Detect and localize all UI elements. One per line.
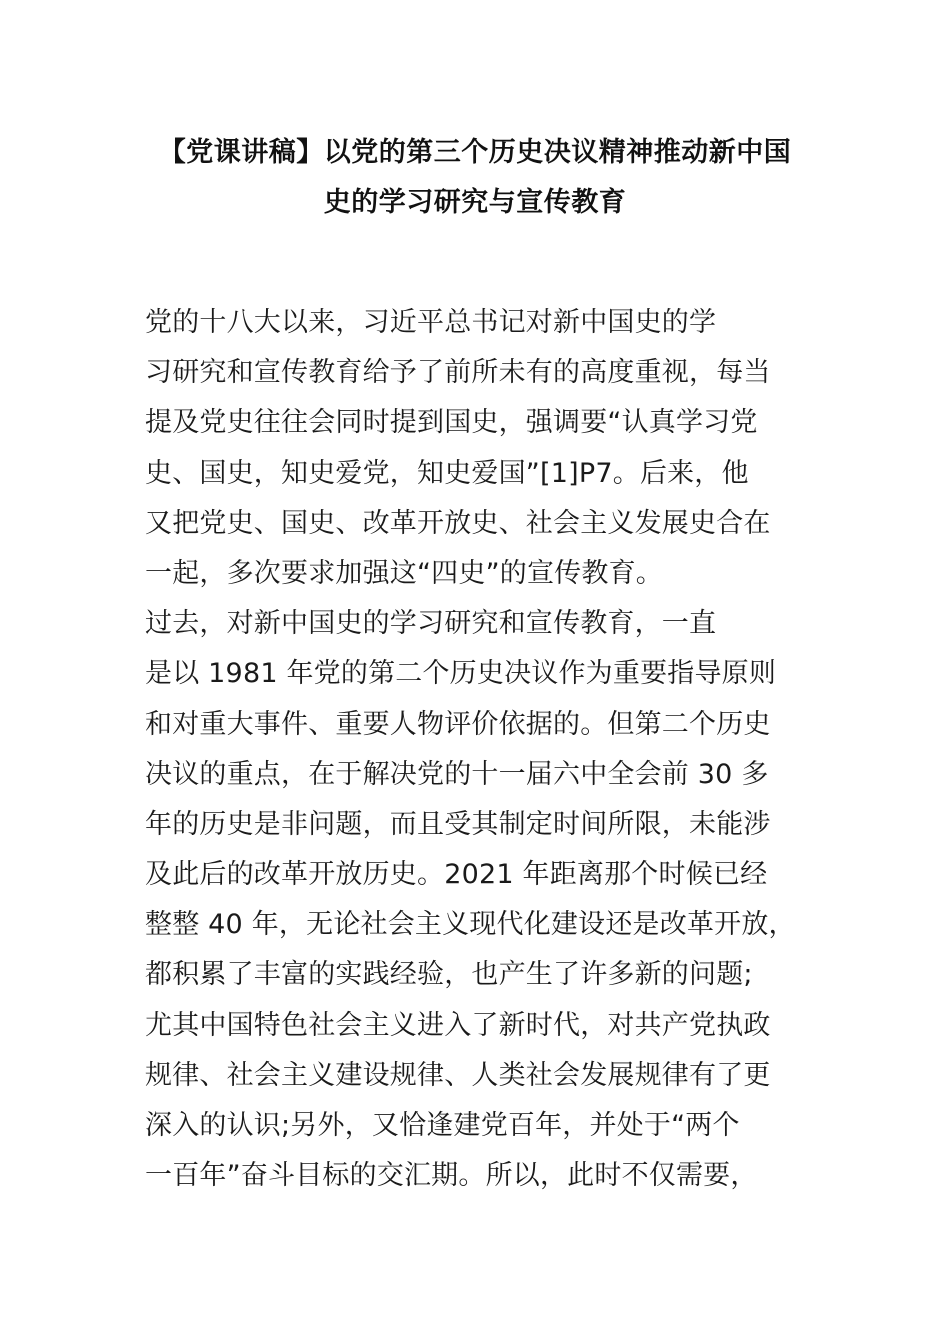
paragraph-line: 规律、社会主义建设规律、人类社会发展规律有了更 xyxy=(145,1059,771,1091)
paragraph-2 xyxy=(145,599,815,1201)
paragraph-line: 尤其中国特色社会主义进入了新时代，对共产党执政 xyxy=(145,1009,771,1041)
paragraph-line: 深入的认识;另外，又恰逢建党百年，并处于“两个 xyxy=(145,1110,740,1141)
paragraph-line: 党的十八大以来，习近平总书记对新中国史的学 xyxy=(145,307,717,338)
title-line-1: 【党课讲稿】以党的第三个历史决议精神推动新中国 xyxy=(158,137,792,168)
paragraph-line: 决议的重点，在于解决党的十一届六中全会前 30 多 xyxy=(145,758,769,790)
paragraph-line: 和对重大事件、重要人物评价依据的。但第二个历史 xyxy=(145,708,771,740)
paragraph-line: 又把党史、国史、改革开放史、社会主义发展史合在 xyxy=(145,507,771,539)
paragraph-line: 年的历史是非问题，而且受其制定时间所限，未能涉 xyxy=(145,808,771,840)
paragraph-line: 提及党史往往会同时提到国史，强调要“认真学习党 xyxy=(145,407,758,439)
paragraph-line: 习研究和宣传教育给予了前所未有的高度重视，每当 xyxy=(145,357,771,389)
document-title xyxy=(130,128,820,228)
title-line-2: 史的学习研究与宣传教育 xyxy=(323,187,627,218)
paragraph-line: 一起，多次要求加强这“四史”的宣传教育。 xyxy=(145,557,663,589)
paragraph-line: 都积累了丰富的实践经验，也产生了许多新的问题; xyxy=(145,959,753,991)
paragraph-line: 过去，对新中国史的学习研究和宣传教育，一直 xyxy=(145,608,717,640)
paragraph-line: 一百年”奋斗目标的交汇期。所以，此时不仅需要， xyxy=(145,1160,758,1192)
paragraph-line: 史、国史，知史爱党，知史爱国”[1]P7。后来，他 xyxy=(145,457,749,489)
paragraph-line: 是以 1981 年党的第二个历史决议作为重要指导原则 xyxy=(145,658,777,690)
paragraph-line: 整整 40 年，无论社会主义现代化建设还是改革开放， xyxy=(145,909,796,941)
document-body xyxy=(145,298,815,1201)
paragraph-line: 及此后的改革开放历史。2021 年距离那个时候已经 xyxy=(145,859,768,891)
paragraph-1 xyxy=(145,298,815,599)
